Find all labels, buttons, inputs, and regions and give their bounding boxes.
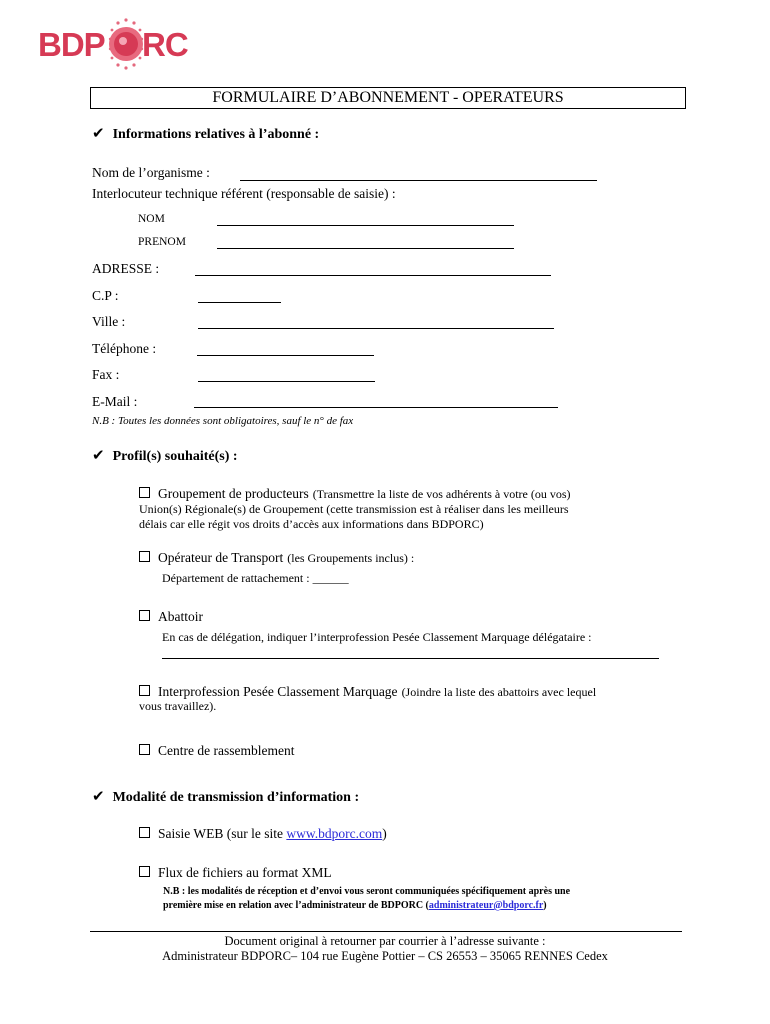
org-field[interactable] bbox=[240, 180, 597, 181]
section-profiles-heading: ✔ Profil(s) souhaité(s) : bbox=[92, 448, 238, 464]
transport-dept: Département de rattachement : ______ bbox=[162, 571, 349, 585]
option-saisie-web[interactable]: Saisie WEB (sur le site www.bdporc.com) bbox=[139, 825, 387, 843]
groupement-desc-line3: délais car elle régit vos droits d’accès aux informations dans BDPORC) bbox=[139, 517, 484, 531]
section-transmission-heading: ✔ Modalité de transmission d’information : bbox=[92, 789, 360, 805]
fax-label: Fax : bbox=[92, 367, 120, 382]
check-icon: ✔ bbox=[92, 126, 105, 142]
option-transport[interactable]: Opérateur de Transport (les Groupements inclus) : bbox=[139, 549, 414, 567]
ville-field[interactable] bbox=[198, 328, 554, 329]
logo-text-left: BDP bbox=[38, 26, 105, 63]
option-abattoir[interactable]: Abattoir bbox=[139, 608, 203, 626]
bdporc-logo bbox=[38, 14, 188, 78]
prenom-label: PRENOM bbox=[138, 236, 186, 248]
form-title: FORMULAIRE D’ABONNEMENT - OPERATEURS bbox=[90, 87, 686, 109]
checkbox-icon[interactable] bbox=[139, 685, 150, 696]
tech-label: Interlocuteur technique référent (responsable de saisie) : bbox=[92, 186, 396, 201]
logo-globe-icon bbox=[107, 14, 145, 74]
nom-label: NOM bbox=[138, 213, 165, 225]
section-subscriber-heading: ✔ Informations relatives à l’abonné : bbox=[92, 126, 320, 142]
check-icon: ✔ bbox=[92, 448, 105, 464]
option-interprofession[interactable]: Interprofession Pesée Classement Marquage (Joindre la liste des abattoirs avec lequel bbox=[139, 683, 596, 701]
email-label: E-Mail : bbox=[92, 394, 138, 409]
checkbox-icon[interactable] bbox=[139, 551, 150, 562]
ville-label: Ville : bbox=[92, 314, 126, 329]
transmission-note-line1: N.B : les modalités de réception et d’envoi vous seront communiquées spécifiquement après une bbox=[163, 886, 571, 897]
cp-label: C.P : bbox=[92, 288, 119, 303]
groupement-desc-line2: Union(s) Régionale(s) de Groupement (cette transmission est à réaliser dans les meilleurs bbox=[139, 502, 569, 516]
abattoir-field[interactable] bbox=[162, 658, 659, 659]
adresse-field[interactable] bbox=[195, 275, 551, 276]
cp-field[interactable] bbox=[198, 302, 281, 303]
checkbox-icon[interactable] bbox=[139, 827, 150, 838]
interprofession-desc-line2: vous travaillez). bbox=[139, 699, 217, 713]
telephone-field[interactable] bbox=[197, 355, 374, 356]
footer-divider bbox=[90, 931, 682, 932]
checkbox-icon[interactable] bbox=[139, 487, 150, 498]
fax-field[interactable] bbox=[198, 381, 375, 382]
footer-address: Administrateur BDPORC– 104 rue Eugène Pottier – CS 26553 – 35065 RENNES Cedex bbox=[162, 949, 608, 963]
email-field[interactable] bbox=[194, 407, 558, 408]
checkbox-icon[interactable] bbox=[139, 610, 150, 621]
org-label: Nom de l’organisme : bbox=[92, 165, 210, 180]
option-groupement[interactable]: Groupement de producteurs (Transmettre la liste de vos adhérents à votre (ou vos) bbox=[139, 485, 571, 503]
nom-field[interactable] bbox=[217, 225, 514, 226]
checkbox-icon[interactable] bbox=[139, 866, 150, 877]
option-centre[interactable]: Centre de rassemblement bbox=[139, 742, 294, 760]
check-icon: ✔ bbox=[92, 789, 105, 805]
transmission-note-line2: première mise en relation avec l’administrateur de BDPORC (administrateur@bdporc.fr) bbox=[163, 900, 547, 911]
abattoir-desc: En cas de délégation, indiquer l’interprofession Pesée Classement Marquage délégataire : bbox=[162, 630, 592, 644]
checkbox-icon[interactable] bbox=[139, 744, 150, 755]
logo-text-right: RC bbox=[142, 26, 188, 63]
bdporc-website-link[interactable]: www.bdporc.com bbox=[286, 826, 383, 841]
prenom-field[interactable] bbox=[217, 248, 514, 249]
required-note: N.B : Toutes les données sont obligatoires, sauf le n° de fax bbox=[92, 415, 354, 427]
adresse-label: ADRESSE : bbox=[92, 261, 160, 276]
footer-line1: Document original à retourner par courrier à l’adresse suivante : bbox=[224, 934, 546, 948]
option-flux-xml[interactable]: Flux de fichiers au format XML bbox=[139, 864, 332, 882]
admin-email-link[interactable]: administrateur@bdporc.fr bbox=[428, 900, 544, 911]
telephone-label: Téléphone : bbox=[92, 341, 157, 356]
